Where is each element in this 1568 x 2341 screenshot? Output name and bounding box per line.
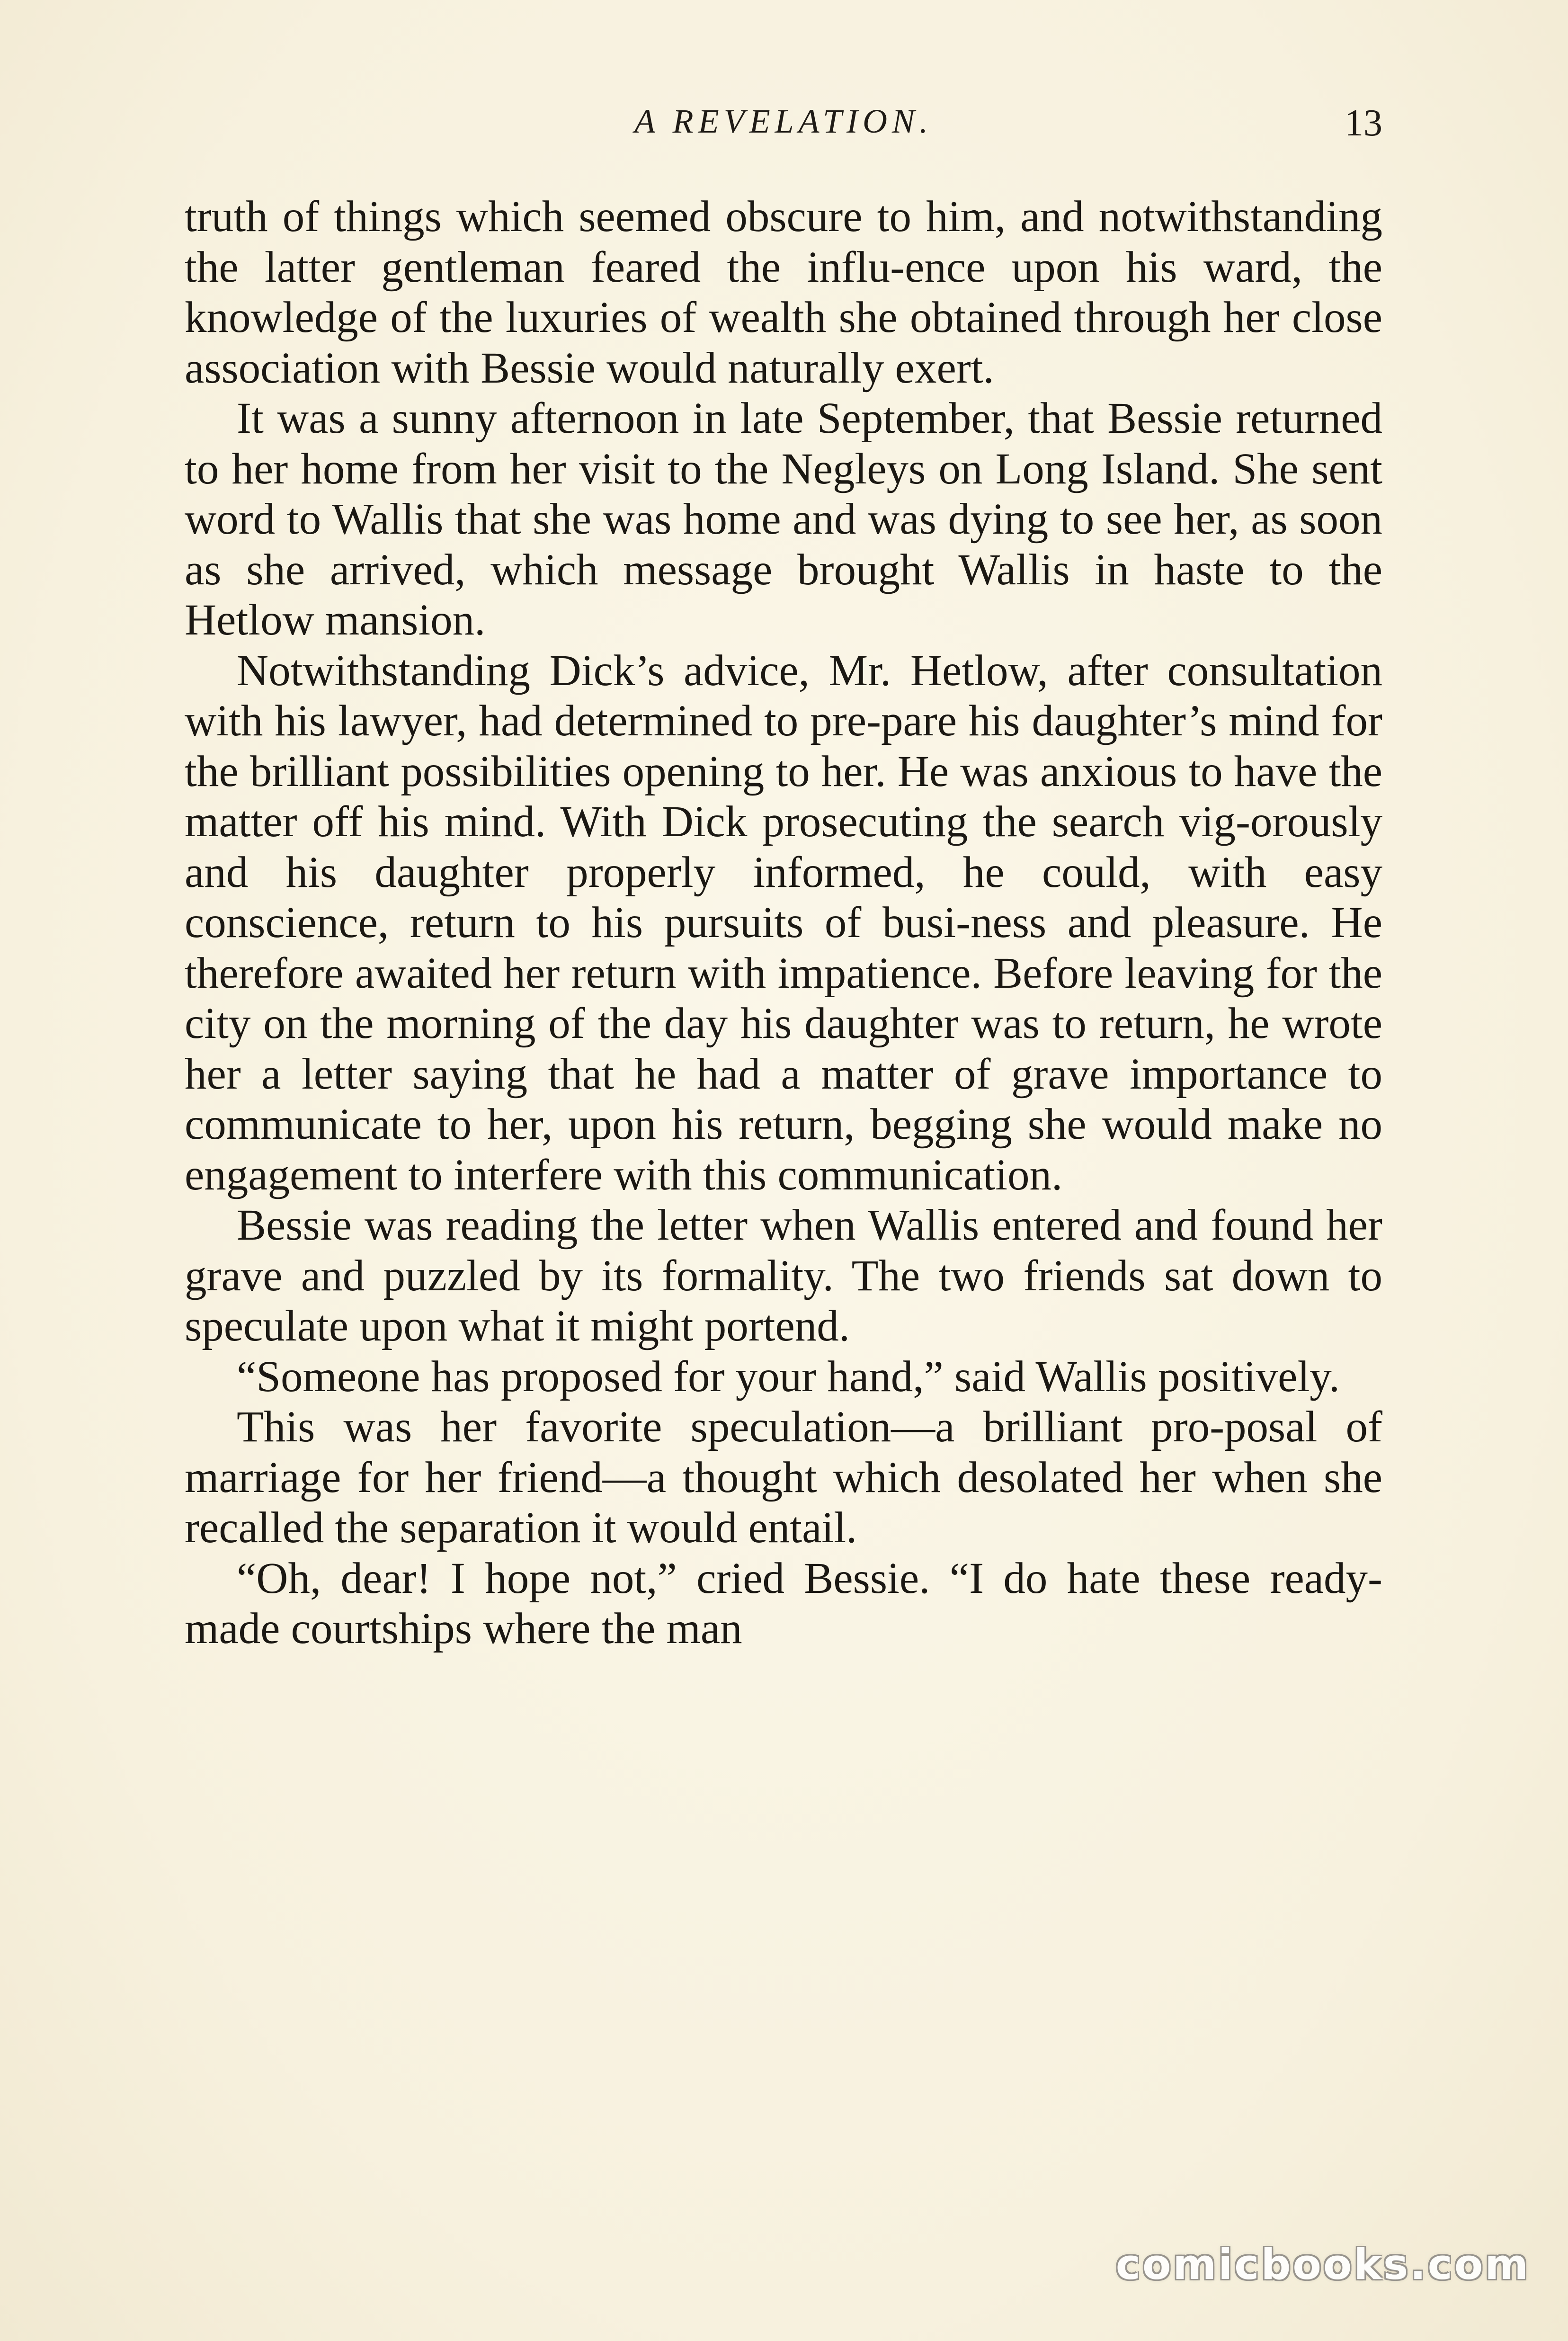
paragraph-3: Notwithstanding Dick’s advice, Mr. Hetlow, after consultation with his lawyer, had determined to pre-pare his daughter’s mind for the brilliant possibilities opening to her. He was anxious to have the matter off his mind. With Dick prosecuting the search vig-orously and his daughter properly informed, he could, with easy conscience, return to his pursuits of busi-ness and pleasure. He therefore awaited her return with impatience. Before leaving for the city on the morning of the day his daughter was to return, he wrote her a letter saying that he had a matter of grave importance to communicate to her, upon his return, begging she would make no engagement to interfere with this communication. xyxy=(185,646,1382,1199)
body-text xyxy=(185,192,1382,1654)
paragraph-1: truth of things which seemed obscure to him, and notwithstanding the latter gentleman feared the influ-ence upon his ward, the knowledge of the luxuries of wealth she obtained through her close association with Bessie would naturally exert. xyxy=(185,192,1382,393)
page-header xyxy=(185,97,1382,159)
paragraph-6: This was her favorite speculation—a brilliant pro-posal of marriage for her friend—a thought which desolated her when she recalled the separation it would entail. xyxy=(185,1403,1382,1552)
running-title: A REVELATION. xyxy=(634,102,933,140)
paragraph-4: Bessie was reading the letter when Wallis entered and found her grave and puzzled by its formality. The two friends sat down to speculate upon what it might portend. xyxy=(185,1201,1382,1350)
page-number: 13 xyxy=(1345,102,1382,144)
paragraph-5: “Someone has proposed for your hand,” said Wallis positively. xyxy=(237,1352,1340,1401)
paragraph-2: It was a sunny afternoon in late September, that Bessie returned to her home from her visit to the Negleys on Long Island. She sent word to Wallis that she was home and was dying to see her, as soon as she arrived, which message brought Wallis in haste to the Hetlow mansion. xyxy=(185,394,1382,644)
paragraph-7: “Oh, dear! I hope not,” cried Bessie. “I do hate these ready-made courtships where the man xyxy=(185,1554,1382,1653)
watermark: comicbooks.com xyxy=(1115,2240,1530,2289)
